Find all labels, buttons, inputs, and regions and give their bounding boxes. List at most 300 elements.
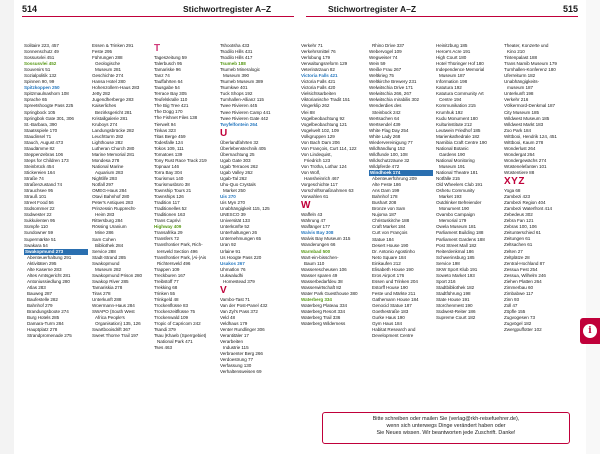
index-entry: Twee Rivieren Gate 442 xyxy=(220,115,269,121)
index-entry: Marienkathedrale 182 xyxy=(436,133,480,139)
index-entry: Tanz 74 xyxy=(154,73,170,79)
index-entry: Wittbooi, Hendrik 124, 451 xyxy=(504,133,557,139)
index-entry: Überlandfahrten 32 xyxy=(220,139,259,145)
index-entry: Wertsendel 439 xyxy=(369,121,401,127)
index-entry: Alte Feste 186 xyxy=(372,182,401,188)
index-entry: Twee Rivieren Camp 441 xyxy=(220,109,271,115)
index-entry: Windhoek 174 xyxy=(369,170,433,176)
index-entry: Museum 281 xyxy=(95,67,122,73)
index-entry: Woermann-Haus 284 xyxy=(92,303,135,309)
index-entry: Welwitschia Drive 171 xyxy=(369,85,414,91)
index-entry: Veldhaus 179 xyxy=(220,320,248,326)
index-entry: Habitat Research and xyxy=(372,327,416,333)
index-entry: Oshetu Community xyxy=(436,188,475,194)
info-side-tab[interactable] xyxy=(580,318,600,344)
index-entry: Aquarium 283 xyxy=(95,169,124,175)
index-entry: Industrie 115 xyxy=(223,345,249,351)
index-entry: Tauffahrten 64 xyxy=(154,79,183,85)
index-entry: Tintenpalast 188 xyxy=(504,55,537,61)
index-entry: Wiedervereinigung 77 xyxy=(369,139,413,145)
index-entry: Atlas 283 xyxy=(27,284,46,290)
index-entry: Namibia Craft Centre 190 xyxy=(436,139,487,145)
index-entry: Vorschriftsmaßnahmen 63 xyxy=(301,188,354,194)
index-entry: Zebra Fan 121 xyxy=(504,218,534,224)
index-entry: Gym Haus 184 xyxy=(372,321,403,327)
index-entry: Tsumeb 188 xyxy=(220,61,246,67)
index-entry: Essen und Trinken 204 xyxy=(372,278,418,284)
index-entry: Wildschutzzäune 32 xyxy=(369,157,410,163)
index-entry: Hotel Thüringer Hof 180 xyxy=(436,61,484,67)
index-entry: Sweet Thorne Trail 197 xyxy=(92,333,139,339)
index-entry: Museum 390 xyxy=(223,73,250,79)
index-entry: Bibliothek 284 xyxy=(95,242,124,248)
index-entry: Uhmatlon 76 xyxy=(220,266,246,272)
index-entry: Swakop River 285 xyxy=(92,278,129,284)
index-entry: Verwaltungsreform 129 xyxy=(301,61,348,67)
index-entry: Zebedeus 302 xyxy=(504,212,533,218)
index-entry: Transfers 72 xyxy=(154,236,180,242)
index-entry: Von Lindequist, xyxy=(301,151,332,157)
index-entry: Swartbooisdrift 367 xyxy=(92,327,131,333)
index-entry: Weltkirche Brewery 231 xyxy=(369,79,417,85)
index-entry: Notfall 297 xyxy=(92,182,114,188)
running-title-right: Stichwortregister A–Z xyxy=(328,4,417,14)
index-entry: Verbraenter Berg 266 xyxy=(220,351,263,357)
index-entry: UNESCO 39 xyxy=(220,212,246,218)
index-entry: Wasserbedarfdeu 38 xyxy=(301,278,343,284)
index-entry: Twyfelfontein 264 xyxy=(220,121,258,127)
index-entry: Springbock 105 xyxy=(24,109,56,115)
index-entry: Hohenzollern-Haus 283 xyxy=(92,85,140,91)
index-entry: Strandpromenade 275 xyxy=(27,333,72,339)
index-entry: Tiras 278 xyxy=(92,290,111,296)
index-entry: OMEG-Haus 284 xyxy=(92,188,127,194)
index-entry: Old Wheelers Club 191 xyxy=(436,182,483,188)
index-entry: Stadt-Strand 285 xyxy=(92,254,126,260)
index-entry: Vambo-Tast 71 xyxy=(220,296,250,302)
index-entry: Wart-ein-bisschen- xyxy=(301,254,339,260)
index-entry: Ugab Terraces 262 xyxy=(220,163,258,169)
index-entry: Sukkulenten 95 xyxy=(24,218,55,224)
index-entry: Kommunikation 215 xyxy=(436,103,476,109)
index-entry: Talerbusch 95 xyxy=(154,61,182,67)
index-entry: Kaiserliches xyxy=(92,103,117,109)
index-entry: Tsandi 379 xyxy=(154,327,176,333)
index-entry: Terrace Bay 305 xyxy=(154,91,187,97)
index-entry: Wüstentiere 88 xyxy=(504,169,535,175)
index-entry: tersveld Section 496 xyxy=(157,248,198,254)
index-entry: Tomatoes 139 xyxy=(154,151,183,157)
index-entry: Heinitzburg 185 xyxy=(436,43,468,48)
index-entry: Zambezi Waterfront 414 xyxy=(504,206,553,212)
index-entry: Hauptplatz 278 xyxy=(27,327,58,333)
index-entry: Mondesa 278 xyxy=(92,157,120,163)
index-entry: Welwitschia 266, 267 xyxy=(369,91,412,97)
index-entry: Waterberg Trail 336 xyxy=(301,315,341,321)
index-entry: Warmbad 500 xyxy=(301,248,331,254)
index-entry: Bahnhof 279 xyxy=(27,303,53,309)
index-entry: Tsodilo Hills 431 xyxy=(220,49,253,55)
index-entry: Unterkunft 198 xyxy=(504,91,534,97)
index-entry: Centre 194 xyxy=(439,97,462,103)
index-entry: Wildpferde 472 xyxy=(369,163,400,169)
index-entry: Brandungsboote 274 xyxy=(27,309,69,315)
section-letter: XYZ xyxy=(504,176,525,188)
index-entry: Ziehen Platten 264 xyxy=(504,278,542,284)
index-entry: State House 191 xyxy=(436,296,470,302)
index-entry: Elisabeth House 190 xyxy=(372,266,414,272)
index-entry: National Monitoring xyxy=(436,157,475,163)
index-entry: Tausgabe 54 xyxy=(154,85,180,91)
index-entry: Unabhängigkeits- xyxy=(504,79,539,85)
index-entry: Zugvogesen 73 xyxy=(504,315,536,321)
index-entry: Stadtführung 198 xyxy=(436,290,471,296)
index-entry: Stauch, August 473 xyxy=(24,139,63,145)
index-entry: Wildwest Markt 183 xyxy=(504,121,544,127)
index-entry: Van Zyl's Pass 372 xyxy=(220,308,258,314)
index-entry: Feste und Märkte 211 xyxy=(372,290,416,296)
index-entry: Wanderungen 66 xyxy=(301,242,336,248)
index-entry: Tinkas 323 xyxy=(154,127,176,133)
index-entry: Waterberg Plateau 334 xyxy=(301,302,348,308)
index-entry: Verlobung 179 xyxy=(301,55,330,61)
index-entry: Völkermord-Denkmal 187 xyxy=(504,103,555,109)
index-entry: Zeitunterschied 61 xyxy=(504,230,541,236)
index-entry: Zeltsachen 61 xyxy=(504,242,533,248)
index-entry: Zessua Fest 254 xyxy=(504,266,538,272)
index-entry: Tsumeb Museum 389 xyxy=(220,79,264,85)
index-entry: Heim 283 xyxy=(95,212,115,218)
index-entry: Viktorianische Tradit 151 xyxy=(301,97,350,103)
index-entry: Zöpfle 155 xyxy=(504,308,526,314)
index-entry: City Museum 185 xyxy=(504,109,539,115)
index-entry: Uferreiturm 182 xyxy=(504,73,536,79)
index-entry: Wildhändlung 152 xyxy=(369,145,405,151)
index-entry: Von Bach Dam 206 xyxy=(301,139,340,145)
index-entry: Sozialpolitik 132 xyxy=(24,73,57,79)
index-entry: Trockenflüsse 83 xyxy=(154,302,189,308)
index-entry: Nightlife 293 xyxy=(92,176,117,182)
index-entry: Kristallgalerie 281 xyxy=(92,115,128,121)
section-letter: T xyxy=(154,43,161,54)
left-page-edge xyxy=(0,0,14,454)
index-entry: Tsau |Khaeb (Sperrgebiet) xyxy=(154,333,207,339)
index-entry: Van der Post-Panel 432 xyxy=(220,302,268,308)
index-entry: Theater, Konzerte und xyxy=(504,43,549,48)
index-entry: Vogelwelt 102, 109 xyxy=(301,127,339,133)
index-entry: Wegweiser 74 xyxy=(369,55,398,61)
section-letter: V xyxy=(220,284,228,296)
index-entry: Zelten 27 xyxy=(504,248,523,254)
index-entry: Trockenwald 109 xyxy=(154,315,189,321)
index-entry: Wenderdies des xyxy=(369,103,402,109)
index-entry: Walvis Bay Museum 315 xyxy=(301,236,351,242)
index-entry: Sam Cohen xyxy=(92,236,116,242)
reader-note-box xyxy=(322,412,570,444)
index-entry: Tsumkwe 401 xyxy=(220,85,248,91)
index-entry: Twee Rivieren 445 xyxy=(220,103,258,109)
index-entry: Unterkünfte 52 xyxy=(220,224,250,230)
index-entry: Statue 184 xyxy=(372,236,394,242)
index-entry: Südwester 22 xyxy=(24,212,52,218)
index-entry: Straße 74 xyxy=(24,176,44,182)
index-entry: Stickereien 164 xyxy=(24,169,55,175)
index-entry: Trockenzeitflüsse 75 xyxy=(154,308,195,314)
index-entry: National Marine xyxy=(92,163,124,169)
index-entry: Tsumeb Mineralogic xyxy=(220,67,260,73)
index-entry: Information 198 xyxy=(436,79,468,85)
index-entry: Development Centre xyxy=(372,333,414,339)
index-entry: Genocid Statue 187 xyxy=(372,303,412,309)
index-entry: Überlebenstechnik 405 xyxy=(220,145,266,151)
index-entry: Aktivitäten 295 xyxy=(27,260,57,266)
index-entry: Venter Rundlinger 306 xyxy=(220,327,265,333)
index-entry: Kulturinstitute 212 xyxy=(436,121,472,127)
index-entry: Wasserescheusen 106 xyxy=(301,266,347,272)
index-entry: Marine Memorial 281 xyxy=(92,151,135,157)
index-entry: Tshootsha 433 xyxy=(220,43,250,48)
index-entry: Bronze von Sam xyxy=(372,206,406,212)
reader-note-line: wenn sich unterwegs Dinge verändert haben oder xyxy=(386,423,506,429)
index-entry: Turnhallen-Konferenz 180 xyxy=(504,67,556,73)
index-entry: Yoga 68 xyxy=(504,188,521,194)
index-entry: Teufelskralle 110 xyxy=(154,97,188,103)
index-entry: Goethestraße 183 xyxy=(372,309,409,315)
index-entry: Traditionen 163 xyxy=(154,212,186,218)
index-entry: Burg Hotels 285 xyxy=(27,315,60,321)
index-entry: Owela Museum 181 xyxy=(436,224,477,230)
index-entry: Wondergewächs 274 xyxy=(504,157,547,163)
index-entry: Otavi Bahnhof 280 xyxy=(92,194,130,200)
index-entry: Jugendherberge 283 xyxy=(92,97,134,103)
index-entry: Tony Rust Race Track 219 xyxy=(154,157,207,163)
index-entry: Zoo Park 184 xyxy=(504,127,531,133)
index-entry: Spreetshoogte Pass 225 xyxy=(24,103,74,109)
index-entry: Zimbabwe 117 xyxy=(504,290,534,296)
index-entry: Vorwahlen 61 xyxy=(301,194,329,200)
index-entry: Solitaire 223, 457 xyxy=(24,43,59,48)
index-entry: Katutura Community Art xyxy=(436,91,484,97)
index-entry: Estorff House 190 xyxy=(372,284,408,290)
index-entry: Wasser sparen 49 xyxy=(301,272,338,278)
index-entry: Rössing Uranium xyxy=(92,224,127,230)
index-entry: Service 288 xyxy=(92,248,116,254)
index-entry: Spinnen 90, 99 xyxy=(24,79,55,85)
index-entry: Einkaufen 212 xyxy=(372,260,401,266)
index-entry: Tumhallen-Allianz 115 xyxy=(220,97,264,103)
index-entry: Waterberg Resort 334 xyxy=(301,308,346,314)
index-entry: Zinn 93 xyxy=(504,296,519,302)
index-entry: Curt von François xyxy=(372,230,408,236)
index-entry: Führungen 288 xyxy=(92,55,123,61)
index-entry: Ugab Valley 262 xyxy=(220,169,253,175)
index-entry: Tageszeitung 59 xyxy=(154,55,187,60)
index-entry: Uran 92 xyxy=(220,242,236,248)
index-entry: Bezirksgericht 281 xyxy=(95,109,132,115)
index-column xyxy=(220,43,284,375)
index-entry: Wonderlust 264 xyxy=(504,145,536,151)
index-entry: Ovambo Campaign xyxy=(436,212,475,218)
page-number-left: 514 xyxy=(22,4,38,14)
index-entry: Zambezi 423 xyxy=(504,194,531,200)
index-entry: Friedrich 123 xyxy=(304,157,331,163)
index-entry: Weltkrieg 75 xyxy=(369,73,394,79)
index-entry: Landungsbrücke 282 xyxy=(92,127,135,133)
index-entry: Staudinsel 71 xyxy=(24,133,52,139)
index-entry: Wittbooi, Kaum 278 xyxy=(504,139,544,145)
index-entry: St.-Barbara, 390 xyxy=(24,121,57,127)
index-entry: Damara-Turm 284 xyxy=(27,321,64,327)
index-entry: Memorial 179 xyxy=(439,218,467,224)
index-entry: Dr. Antonio Agostinho xyxy=(372,248,415,254)
index-columns xyxy=(24,43,580,413)
index-entry: Spitzkoppen 250 xyxy=(24,85,60,91)
index-entry: Zebras 100, 106 xyxy=(504,224,537,230)
index-entry: Rhino Drive 337 xyxy=(372,43,405,48)
index-entry: Feste 295 xyxy=(92,49,112,55)
reader-note-line: Sie Neues wissen. Wir beantworten jede Zuschrift. Danke! xyxy=(376,430,516,436)
index-entry: Staatsspiele 170 xyxy=(24,127,58,133)
index-entry: museum 187 xyxy=(507,85,534,91)
index-entry: Swakopmund Prison 280 xyxy=(92,272,143,278)
index-entry: Wein 59 xyxy=(369,61,386,67)
reader-note-line: Bitte schreiben oder mailen Sie (verlag@rkh-reisefuehrer.de), xyxy=(372,416,520,422)
index-entry: Verkehrsmittel 76 xyxy=(301,49,336,55)
index-entry: White Lady 268 xyxy=(369,133,401,139)
index-entry: Sonnenschutz 49 xyxy=(24,49,59,55)
index-entry: Zimmerbau 60 xyxy=(504,284,534,290)
index-entry: Museum 282 xyxy=(95,266,122,272)
index-entry: Unterhaltungen 26 xyxy=(220,230,257,236)
index-column xyxy=(369,43,433,339)
index-entry: Market 193 xyxy=(439,194,462,200)
index-entry: Treckburen 167 xyxy=(154,272,186,278)
index-entry: Ans Dam 199 xyxy=(372,188,400,194)
index-entry: Titas Berge 459 xyxy=(154,133,186,139)
index-entry: Tourismusbüro 38 xyxy=(154,181,190,187)
index-entry: Zoll 47 xyxy=(504,302,518,308)
page-number-right: 515 xyxy=(562,4,578,14)
index-entry: Krumhuk 192 xyxy=(436,109,463,115)
index-entry: Victoria Falls 420 xyxy=(301,85,336,91)
page-header xyxy=(0,0,600,30)
index-entry: Hansheinrich 467 xyxy=(304,176,339,182)
index-entry: Ugab-Tal 262 xyxy=(220,175,247,181)
index-entry: Craft Market 184 xyxy=(372,224,406,230)
index-entry: Transafrika 29 xyxy=(154,230,183,236)
index-entry: Wildwest Museum 185 xyxy=(504,115,550,121)
index-entry: Antoniussiedlung 280 xyxy=(27,278,70,284)
index-entry: Hansa Hotel 280 xyxy=(92,79,126,85)
index-entry: The Fishnet Files 138 xyxy=(154,115,198,121)
index-entry: Zessua, Wilhelm 246 xyxy=(504,272,546,278)
index-entry: Townships 126 xyxy=(154,194,184,200)
index-entry: Todesfalle 124 xyxy=(154,139,183,145)
index-column xyxy=(504,43,576,333)
index-entry: National Theatre 181 xyxy=(436,169,478,175)
index-entry: Service 198 xyxy=(436,260,460,266)
index-entry: Organisation) 135, 126 xyxy=(95,321,141,327)
index-entry: Springbok Gate 301, 306 xyxy=(24,115,74,121)
index-entry: Spitzmaulnashorn 108 xyxy=(24,91,69,97)
index-entry: Desert House 190 xyxy=(372,242,409,248)
index-entry: Schwerinsburg 185 xyxy=(436,254,475,260)
index-entry: Kino 210 xyxy=(507,49,525,55)
index-entry: Abenteuerführung 209 xyxy=(372,176,417,182)
index-entry: Katutura 192 xyxy=(436,85,462,91)
index-entry: Neto Square 184 xyxy=(372,254,406,260)
index-entry: Tokos 109, 111 xyxy=(154,145,184,151)
index-entry: Südwest-Reiter 186 xyxy=(436,309,476,315)
index-entry: Swakara 54 xyxy=(24,242,48,248)
index-entry: White Flag Day 254 xyxy=(369,127,409,133)
index-entry: Ugab Gate 303 xyxy=(220,157,251,163)
index-entry: Reiterdenkmal 186 xyxy=(436,248,474,254)
index-column xyxy=(301,43,365,327)
index-entry: Verkehr 216 xyxy=(504,97,529,103)
index-entry: National Botanic xyxy=(436,145,469,151)
index-entry: Market 250 xyxy=(223,188,246,194)
index-entry: Vingerklip 262 xyxy=(301,103,330,109)
index-entry: Victoria Falls 421 xyxy=(301,79,336,85)
index-entry: Museum 191 xyxy=(439,163,466,169)
index-entry: Outdrinker Befreiender xyxy=(436,200,482,206)
index-column xyxy=(92,43,156,339)
index-entry: Trans Caprivi xyxy=(154,218,181,224)
index-entry: Tsodilo Hills 417 xyxy=(220,55,253,61)
index-entry: Swakopmund 273 xyxy=(24,249,88,255)
index-entry: Baufestelle 282 xyxy=(27,296,58,302)
index-entry: Verhaltensweisen 69 xyxy=(220,369,262,375)
index-entry: Soweto Market 193 xyxy=(436,272,475,278)
index-entry: Torra Bay 304 xyxy=(154,169,182,175)
index-entry: Lighthouse 282 xyxy=(92,139,123,145)
index-entry: Swakopmund xyxy=(92,260,120,266)
index-entry: Von Trotha, Lothar 124 xyxy=(301,163,347,169)
index-entry: Notfälle 215 xyxy=(436,176,460,182)
index-entry: Abenteuerhaltung 291 xyxy=(27,254,72,260)
index-entry: Treibstoff 77 xyxy=(154,278,179,284)
index-entry: Post Street Mall 182 xyxy=(436,242,477,248)
index-entry: SWAPO (South West xyxy=(92,309,135,315)
index-entry: Volkgruppen 129 xyxy=(301,133,335,139)
index-entry: Südsommer 22 xyxy=(24,206,55,212)
index-entry: Steinbrück 454 xyxy=(24,163,54,169)
index-entry: Independence Memorial xyxy=(436,67,485,73)
index-entry: Essen & Trinken 291 xyxy=(92,43,134,48)
index-entry: Übernachtung 25 xyxy=(220,151,255,157)
index-entry: Uis 270 xyxy=(220,194,236,200)
index-entry: Richtersveld 496 xyxy=(157,260,191,266)
index-entry: Sümpfe 110 xyxy=(24,224,48,230)
index-entry: Steps for Children 173 xyxy=(24,157,69,163)
index-entry: Mine 286 xyxy=(95,230,114,236)
index-entry: Wüstenelefanten 101 xyxy=(504,163,547,169)
index-entry: Storchenmest 190 xyxy=(436,303,473,309)
index-entry: Lutheran Church 280 xyxy=(92,145,135,151)
index-entry: Tourismus 140 xyxy=(154,175,184,181)
index-entry: Supermärkte 51 xyxy=(24,236,56,242)
index-entry: Bushart 208 xyxy=(372,200,397,206)
section-letter: U xyxy=(220,127,228,139)
index-entry: Trinkgeld 48 xyxy=(154,296,179,302)
index-entry: Rittersburg 284 xyxy=(92,218,123,224)
index-entry: Unternehmungen 65 xyxy=(220,236,262,242)
index-entry: Strauchsee 95 xyxy=(24,188,53,194)
index-column xyxy=(436,43,500,321)
header-rule-left xyxy=(22,16,294,17)
index-entry: Usakos 267 xyxy=(220,260,245,266)
